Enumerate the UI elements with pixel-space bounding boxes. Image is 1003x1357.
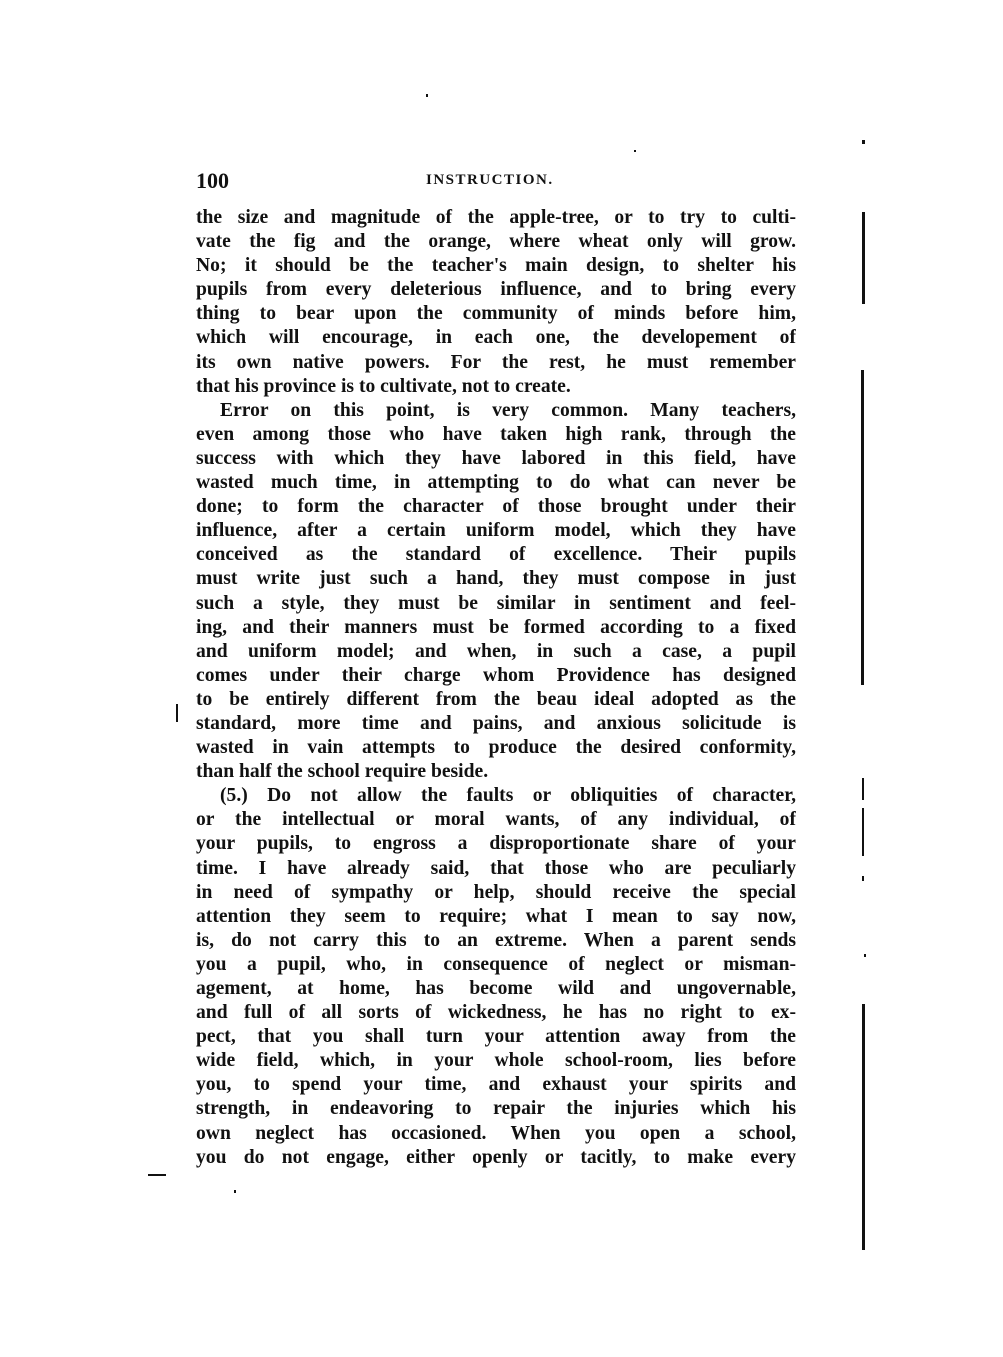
margin-mark [426,94,428,97]
text-line: strength, in endeavoring to repair the injuries which his [196,1098,796,1120]
text-line: and full of all sorts of wickedness, he has no right to ex- [196,1002,796,1024]
text-line: must write just such a hand, they must compose in just [196,568,796,590]
text-line: conceived as the standard of excellence. Their pupils [196,544,796,566]
margin-mark [861,370,864,685]
body-text [196,206,796,1170]
margin-mark [148,1174,166,1176]
text-line: its own native powers. For the rest, he must remember [196,351,796,373]
text-line: time. I have already said, that those who are peculiarly [196,857,796,879]
text-line: in need of sympathy or help, should receive the special [196,881,796,903]
margin-mark [862,808,864,856]
text-line: agement, at home, has become wild and ungovernable, [196,978,796,999]
text-line: or the intellectual or moral wants, of any individual, of [196,809,796,831]
margin-mark [862,212,865,304]
text-line: you do not engage, either openly or tacitly, to make every [196,1146,796,1168]
page-number: 100 [196,168,229,193]
running-head [196,168,796,196]
margin-mark [176,704,178,722]
margin-mark [862,140,865,144]
text-line: attention they seem to require; what I mean to say now, [196,905,796,927]
text-line: even among those who have taken high rank, through the [196,423,796,445]
margin-mark [862,1004,865,1250]
text-line: thing to bear upon the community of minds before him, [196,303,796,325]
text-line: that his province is to cultivate, not to create. [196,375,571,397]
text-line: (5.) Do not allow the faults or obliquities of character, [220,785,796,807]
margin-mark [634,150,636,152]
text-line: ing, and their manners must be formed according to a fixed [196,616,796,638]
text-line: than half the school require beside. [196,761,489,783]
margin-mark [234,1190,236,1193]
text-line: you, to spend your time, and exhaust your spirits and [196,1074,796,1096]
text-line: wasted in vain attempts to produce the desired conformity, [196,737,796,759]
text-line: you a pupil, who, in consequence of neglect or misman- [196,953,796,975]
text-line: wide field, which, in your whole school-room, lies before [196,1050,796,1072]
text-line: success with which they have labored in this field, have [196,447,796,469]
text-line: own neglect has occasioned. When you open a school, [196,1122,796,1144]
text-line: and uniform model; and when, in such a case, a pupil [196,640,796,662]
text-line: done; to form the character of those brought under their [196,496,796,518]
text-line: vate the fig and the orange, where wheat only will grow. [196,231,796,253]
text-line: pupils from every deleterious influence, and to bring every [196,279,796,301]
text-line: the size and magnitude of the apple-tree, or to try to culti- [196,207,796,228]
margin-mark [864,954,866,957]
text-line: which will encourage, in each one, the developement of [196,327,796,349]
running-title: INSTRUCTION. [426,172,554,188]
text-line: to be entirely different from the beau ideal adopted as the [196,688,796,710]
text-line: wasted much time, in attempting to do what can never be [196,472,796,494]
text-line: comes under their charge whom Providence has designed [196,664,796,686]
margin-mark [862,876,864,881]
text-line: your pupils, to engross a disproportionate share of your [196,833,796,855]
margin-mark [862,778,864,800]
text-line: influence, after a certain uniform model, which they have [196,520,796,542]
text-line: such a style, they must be similar in sentiment and feel- [196,592,796,614]
text-line: standard, more time and pains, and anxious solicitude is [196,712,796,734]
text-line: Error on this point, is very common. Many teachers, [220,399,796,421]
text-line: No; it should be the teacher's main design, to shelter his [196,255,796,277]
text-line: is, do not carry this to an extreme. When a parent sends [196,929,796,951]
text-line: pect, that you shall turn your attention away from the [196,1026,796,1048]
